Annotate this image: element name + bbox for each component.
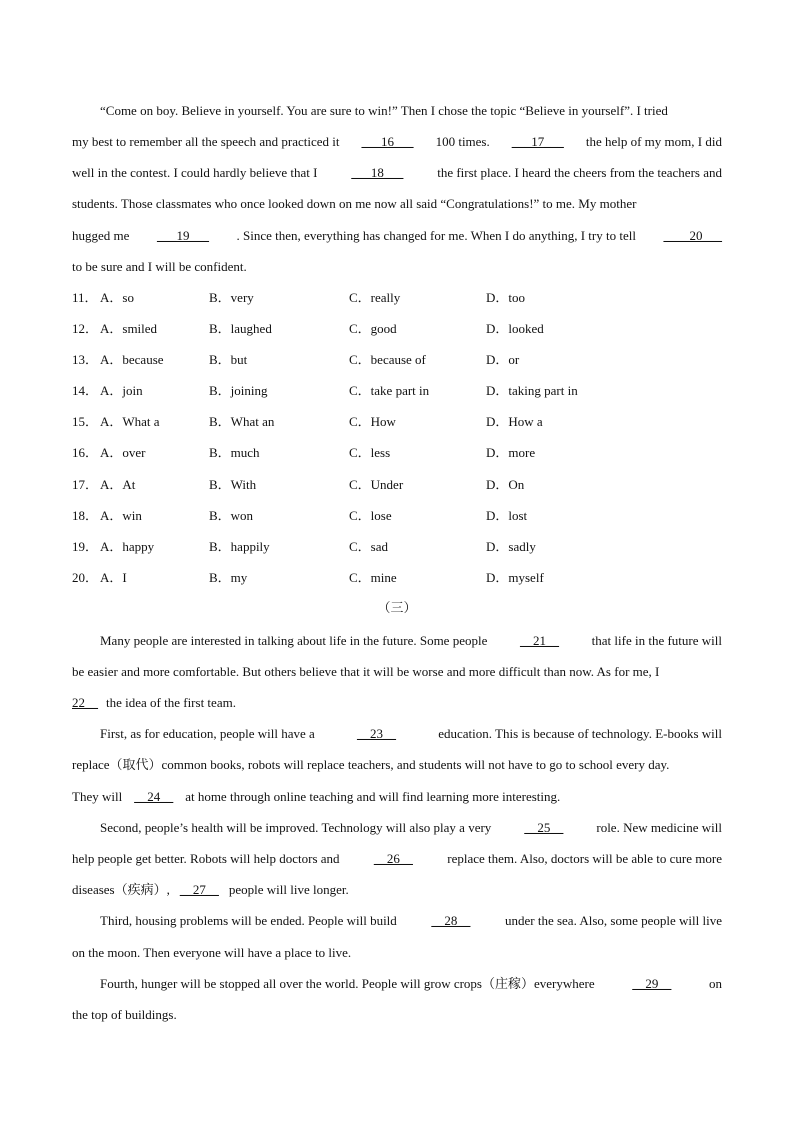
- passage-text: “Come on boy. Believe in yourself. You are sure to win!” Then I chose the topic “Believe in yourself”. I tried: [100, 103, 668, 118]
- passage-text: well in the contest. I could hardly believe that I: [72, 165, 318, 180]
- passage-text: on: [709, 976, 722, 991]
- passage-text: role. New medicine will: [596, 820, 722, 835]
- option-b[interactable]: B．very: [209, 290, 254, 305]
- option-c[interactable]: C．Under: [349, 477, 404, 492]
- option-d[interactable]: D．How a: [486, 414, 543, 429]
- passage-text: the first place. I heard the cheers from the teachers and: [437, 165, 722, 180]
- question-number: 16．: [72, 445, 99, 460]
- option-d[interactable]: D．sadly: [486, 539, 536, 554]
- option-b[interactable]: B．but: [209, 352, 248, 367]
- passage-text: at home through online teaching and will find learning more interesting.: [185, 789, 561, 804]
- passage-text: replace（取代）common books, robots will replace teachers, and students will not have to go to school every day.: [72, 757, 670, 772]
- passage-line: [72, 881, 722, 899]
- option-d[interactable]: D．myself: [486, 570, 544, 585]
- option-a[interactable]: A．join: [100, 383, 143, 398]
- option-c[interactable]: C．good: [349, 321, 397, 336]
- passage-line: [72, 944, 722, 962]
- passage-line: [72, 694, 722, 712]
- passage-text: my best to remember all the speech and practiced it: [72, 134, 340, 149]
- option-c[interactable]: C．mine: [349, 570, 397, 585]
- question-number: 19．: [72, 539, 99, 554]
- question-number: 13．: [72, 352, 99, 367]
- question-options-14: [72, 382, 732, 400]
- passage-line: [100, 912, 722, 930]
- option-c[interactable]: C．sad: [349, 539, 389, 554]
- question-options-16: [72, 444, 732, 462]
- question-number: 20．: [72, 570, 99, 585]
- passage-text: 100 times.: [435, 134, 490, 149]
- passage-line: [72, 258, 722, 276]
- passage-text: . Since then, everything has changed for me. When I do anything, I try to tell: [236, 228, 636, 243]
- option-b[interactable]: B．my: [209, 570, 248, 585]
- passage-text: education. This is because of technology. E-books will: [438, 726, 722, 741]
- passage-line: [100, 975, 722, 993]
- blank-16[interactable]: ___16___: [361, 134, 414, 149]
- section-title: （三）: [377, 600, 417, 615]
- option-a[interactable]: A．because: [100, 352, 164, 367]
- question-options-15: [72, 413, 732, 431]
- passage-text: students. Those classmates who once looked down on me now all said “Congratulations!” to me. My mother: [72, 196, 637, 211]
- blank-29[interactable]: __29__: [632, 976, 672, 991]
- option-b[interactable]: B．joining: [209, 383, 268, 398]
- passage-line: [72, 133, 722, 151]
- question-number: 15．: [72, 414, 99, 429]
- passage-text: help people get better. Robots will help doctors and: [72, 851, 340, 866]
- option-a[interactable]: A．happy: [100, 539, 155, 554]
- passage-line: [72, 164, 722, 182]
- option-b[interactable]: B．happily: [209, 539, 270, 554]
- passage-text: to be sure and I will be confident.: [72, 259, 247, 274]
- passage-text: They will: [72, 789, 123, 804]
- blank-17[interactable]: ___17___: [511, 134, 564, 149]
- passage-line: [72, 663, 722, 681]
- option-d[interactable]: D．more: [486, 445, 536, 460]
- blank-18[interactable]: ___18___: [351, 165, 404, 180]
- option-c[interactable]: C．How: [349, 414, 396, 429]
- option-d[interactable]: D．On: [486, 477, 525, 492]
- question-options-20: [72, 569, 732, 587]
- blank-20[interactable]: ____20___: [663, 228, 722, 243]
- question-options-18: [72, 507, 732, 525]
- option-c[interactable]: C．because of: [349, 352, 426, 367]
- passage-line: [72, 1006, 722, 1024]
- passage-text: be easier and more comfortable. But others believe that it will be worse and more difficult than now. As for me, I: [72, 664, 660, 679]
- question-number: 12．: [72, 321, 99, 336]
- passage-text: the idea of the first team.: [106, 695, 236, 710]
- passage-line: [100, 725, 722, 743]
- option-c[interactable]: C．take part in: [349, 383, 430, 398]
- question-options-11: [72, 289, 732, 307]
- passage-text: that life in the future will: [591, 633, 722, 648]
- option-c[interactable]: C．lose: [349, 508, 392, 523]
- passage-text: First, as for education, people will have a: [100, 726, 315, 741]
- question-number: 18．: [72, 508, 99, 523]
- blank-19[interactable]: ___19___: [156, 228, 209, 243]
- question-options-17: [72, 476, 732, 494]
- question-number: 17．: [72, 477, 99, 492]
- passage-line: [100, 819, 722, 837]
- option-d[interactable]: D．looked: [486, 321, 544, 336]
- passage-line: [100, 632, 722, 650]
- passage-text: replace them. Also, doctors will be able to cure more: [447, 851, 722, 866]
- passage-line: [72, 756, 722, 774]
- passage-text: people will live longer.: [228, 882, 349, 897]
- blank-25[interactable]: __25__: [524, 820, 564, 835]
- blank-26[interactable]: __26__: [373, 851, 413, 866]
- question-options-19: [72, 538, 732, 556]
- question-options-12: [72, 320, 732, 338]
- option-c[interactable]: C．less: [349, 445, 391, 460]
- blank-28[interactable]: __28__: [431, 913, 471, 928]
- passage-text: Second, people’s health will be improved. Technology will also play a very: [100, 820, 492, 835]
- passage-line: [72, 788, 722, 806]
- option-d[interactable]: D．taking part in: [486, 383, 578, 398]
- passage-text: the help of my mom, I did: [585, 134, 722, 149]
- option-a[interactable]: A．At: [100, 477, 136, 492]
- option-a[interactable]: A．What a: [100, 414, 160, 429]
- option-a[interactable]: A．I: [100, 570, 127, 585]
- passage-text: Fourth, hunger will be stopped all over the world. People will grow crops（庄稼）everywhere: [100, 976, 595, 991]
- passage-line: [72, 195, 722, 213]
- question-number: 14．: [72, 383, 99, 398]
- blank-24[interactable]: __24__: [134, 789, 174, 804]
- option-a[interactable]: A．win: [100, 508, 142, 523]
- option-b[interactable]: B．laughed: [209, 321, 272, 336]
- question-options-13: [72, 351, 732, 369]
- option-b[interactable]: B．much: [209, 445, 260, 460]
- passage-text: under the sea. Also, some people will live: [505, 913, 722, 928]
- blank-22[interactable]: 22__: [72, 695, 98, 710]
- option-d[interactable]: D．too: [486, 290, 526, 305]
- option-a[interactable]: A．smiled: [100, 321, 158, 336]
- passage-text: diseases（疾病）,: [72, 882, 170, 897]
- option-a[interactable]: A．over: [100, 445, 146, 460]
- option-d[interactable]: D．or: [486, 352, 520, 367]
- question-number: 11．: [72, 290, 98, 305]
- option-b[interactable]: B．won: [209, 508, 254, 523]
- blank-23[interactable]: __23__: [357, 726, 397, 741]
- passage-line: [72, 850, 722, 868]
- option-b[interactable]: B．What an: [209, 414, 275, 429]
- option-a[interactable]: A．so: [100, 290, 134, 305]
- passage-line: [100, 102, 722, 120]
- option-c[interactable]: C．really: [349, 290, 401, 305]
- passage-text: hugged me: [72, 228, 130, 243]
- passage-text: Third, housing problems will be ended. People will build: [100, 913, 397, 928]
- blank-27[interactable]: __27__: [179, 882, 219, 897]
- blank-21[interactable]: __21__: [520, 633, 560, 648]
- passage-line: [72, 227, 722, 245]
- option-d[interactable]: D．lost: [486, 508, 528, 523]
- passage-text: Many people are interested in talking about life in the future. Some people: [100, 633, 488, 648]
- passage-text: the top of buildings.: [72, 1007, 177, 1022]
- option-b[interactable]: B．With: [209, 477, 257, 492]
- passage-text: on the moon. Then everyone will have a place to live.: [72, 945, 352, 960]
